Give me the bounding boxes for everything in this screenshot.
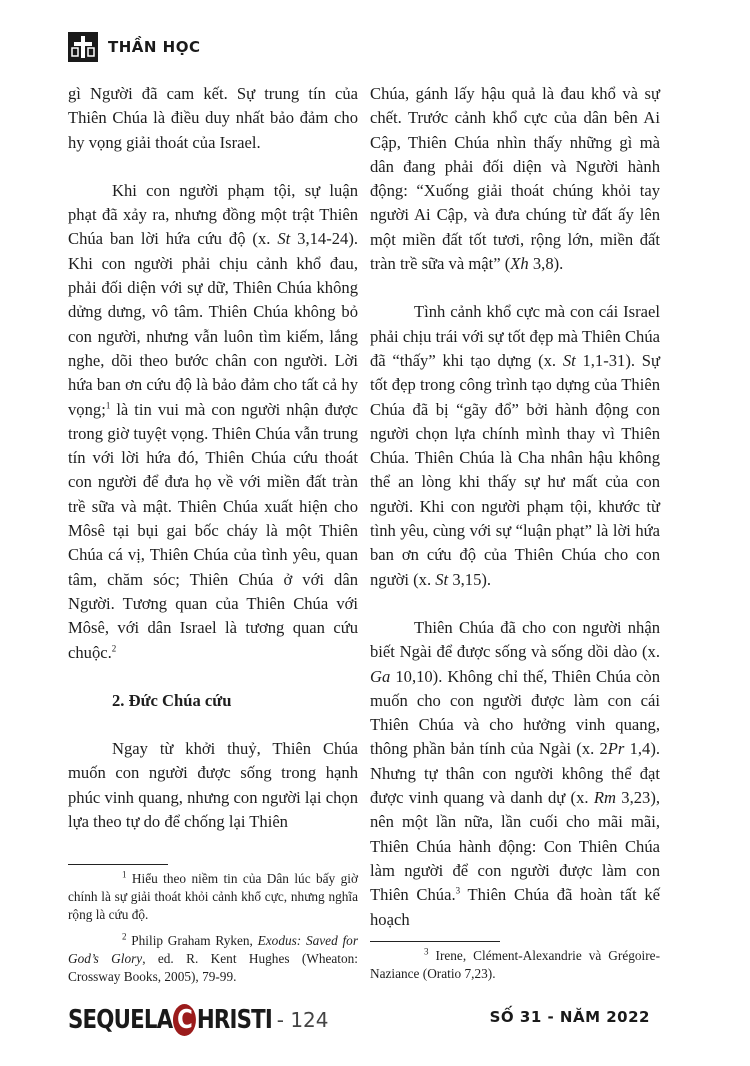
footnote-marker[interactable]: 3 [455,885,461,896]
page-number: - 124 [276,1008,329,1032]
scripture-ref: Pr [607,739,625,759]
paragraph: Ngay từ khởi thuỷ, Thiên Chúa muốn con người được sống trong hạnh phúc vinh quang, nhưng con người lại chọn lựa theo tự do để chống lại Thiên [68,739,358,832]
footnote-marker[interactable]: 2 [111,643,117,653]
footer-brand [68,1000,329,1040]
footnote-divider [370,941,500,942]
footnote-2: $^2$ Philip Graham Ryken, Exodus: Saved for God’s Glory, ed. R. Kent Hughes (Wheaton: Crossway Books, 2005), 79-99. [68,931,358,984]
issue-label: SỐ 31 - NĂM 2022 [489,1008,650,1026]
footnote-1: $^1$ Hiểu theo niềm tin của Dân lúc bấy giờ chính là sự giải thoát khỏi cảnh khổ cực, nhưng nghĩa rộng là cứu độ. [68,869,358,922]
scripture-ref: Xh [510,254,529,274]
scripture-ref: Rm [593,788,616,808]
page-header [68,30,200,64]
scripture-ref: St [435,569,449,589]
paragraph: Khi con người phạm tội, sự luận phạt đã xảy ra, nhưng đồng một trật Thiên Chúa ban lời hứa cứu độ (x. St 3,14-24). Khi con người phải chịu cảnh khổ đau, phải đối diện với sự dữ, Thiên Chúa không dửng dưng, vô tâm. Thiên Chúa không bỏ con người, nhưng vẫn luôn tìm kiếm, lắng nghe, dõi theo bước chân con người. Lời hứa ban ơn cứu độ là bảo đảm cho tất cả hy vọng;$^1$ là tin vui mà con người nhận được trong giờ tuyệt vọng. Thiên Chúa vẫn trung tín với lời hứa đó, Thiên Chúa cứu thoát con người để đưa họ về với miền đất tràn trề sữa và mật. Thiên Chúa xuất hiện cho Môsê tại bụi gai bốc cháy là một Thiên Chúa cá vị, Thiên Chúa của tình yêu, quan tâm, chăm sóc; Thiên Chúa ở với dân Người. Tương quan của Thiên Chúa với Môsê, với dân Israel là tương quan cứu chuộc.$^2$ [68,180,358,662]
right-column [370,82,660,932]
footnotes-left [68,870,358,986]
left-column [68,82,358,834]
footnote-divider [68,864,168,865]
paragraph: Thiên Chúa đã cho con người nhận biết Ngài để được sống và sống dồi dào (x. Ga 10,10). Không chỉ thế, Thiên Chúa còn muốn cho con người được làm con cái Thiên Chúa và cho hưởng vinh quang, thông phần bản tính của Ngài (x. 2Pr 1,4). Nhưng tự thân con người không thể đạt được vinh quang và danh dự (x. Rm 3,23), nên một lần nữa, lần cuối cho mãi mãi, Thiên Chúa hành động: Con Thiên Chúa làm người để con người được làm con Thiên Chúa.$^3$ Thiên Chúa đã hoàn tất kế hoạch [370,617,660,929]
section-heading: 2. Đức Chúa cứu [112,690,232,710]
section-title: THẦN HỌC [108,38,201,56]
scripture-ref: St [562,350,576,370]
footnote-3: $^3$ Irene, Clément-Alexandrie và Grégoire-Naziance (Oratio 7,23). [370,946,660,981]
footnote-marker[interactable]: 1 [105,400,111,411]
cross-emblem-icon [68,32,98,62]
footnotes-right [370,947,660,983]
scripture-ref: Ga [370,666,391,686]
paragraph: Tình cảnh khổ cực mà con cái Israel phải chịu trái với sự tốt đẹp mà Thiên Chúa đã “thấy” khi tạo dựng (x. St 1,1-31). Sự tốt đẹp trong công trình tạo dựng của Thiên Chúa đã bị “gãy đổ” bởi hành động con người chọn lựa chính mình thay vì Thiên Chúa. Thiên Chúa là Cha nhân hậu không thể an lòng khi thấy sự hư mất của con người. Khi con người phạm tội, khước từ tình yêu, cùng với sự “luận phạt” là lời hứa ban ơn cứu độ của Thiên Chúa cho con người (x. St 3,15). [370,302,660,589]
scripture-ref: St [277,229,291,249]
paragraph: Chúa, gánh lấy hậu quả là đau khổ và sự chết. Trước cảnh khổ cực của dân bên Ai Cập, Thiên Chúa nhìn thấy những gì mà dân đang phải đối diện và Người hành động: “Xuống giải thoát chúng khỏi tay người Ai Cập, và đưa chúng từ đất ấy lên một miền đất tốt tươi, rộng lớn, miền đất tràn trề sữa và mật” (Xh 3,8). [370,84,660,274]
journal-logo: SEQUELA C HRISTI [68,1005,272,1035]
paragraph: gì Người đã cam kết. Sự trung tín của Thiên Chúa là điều duy nhất bảo đảm cho hy vọng giải thoát của Israel. [68,84,358,152]
